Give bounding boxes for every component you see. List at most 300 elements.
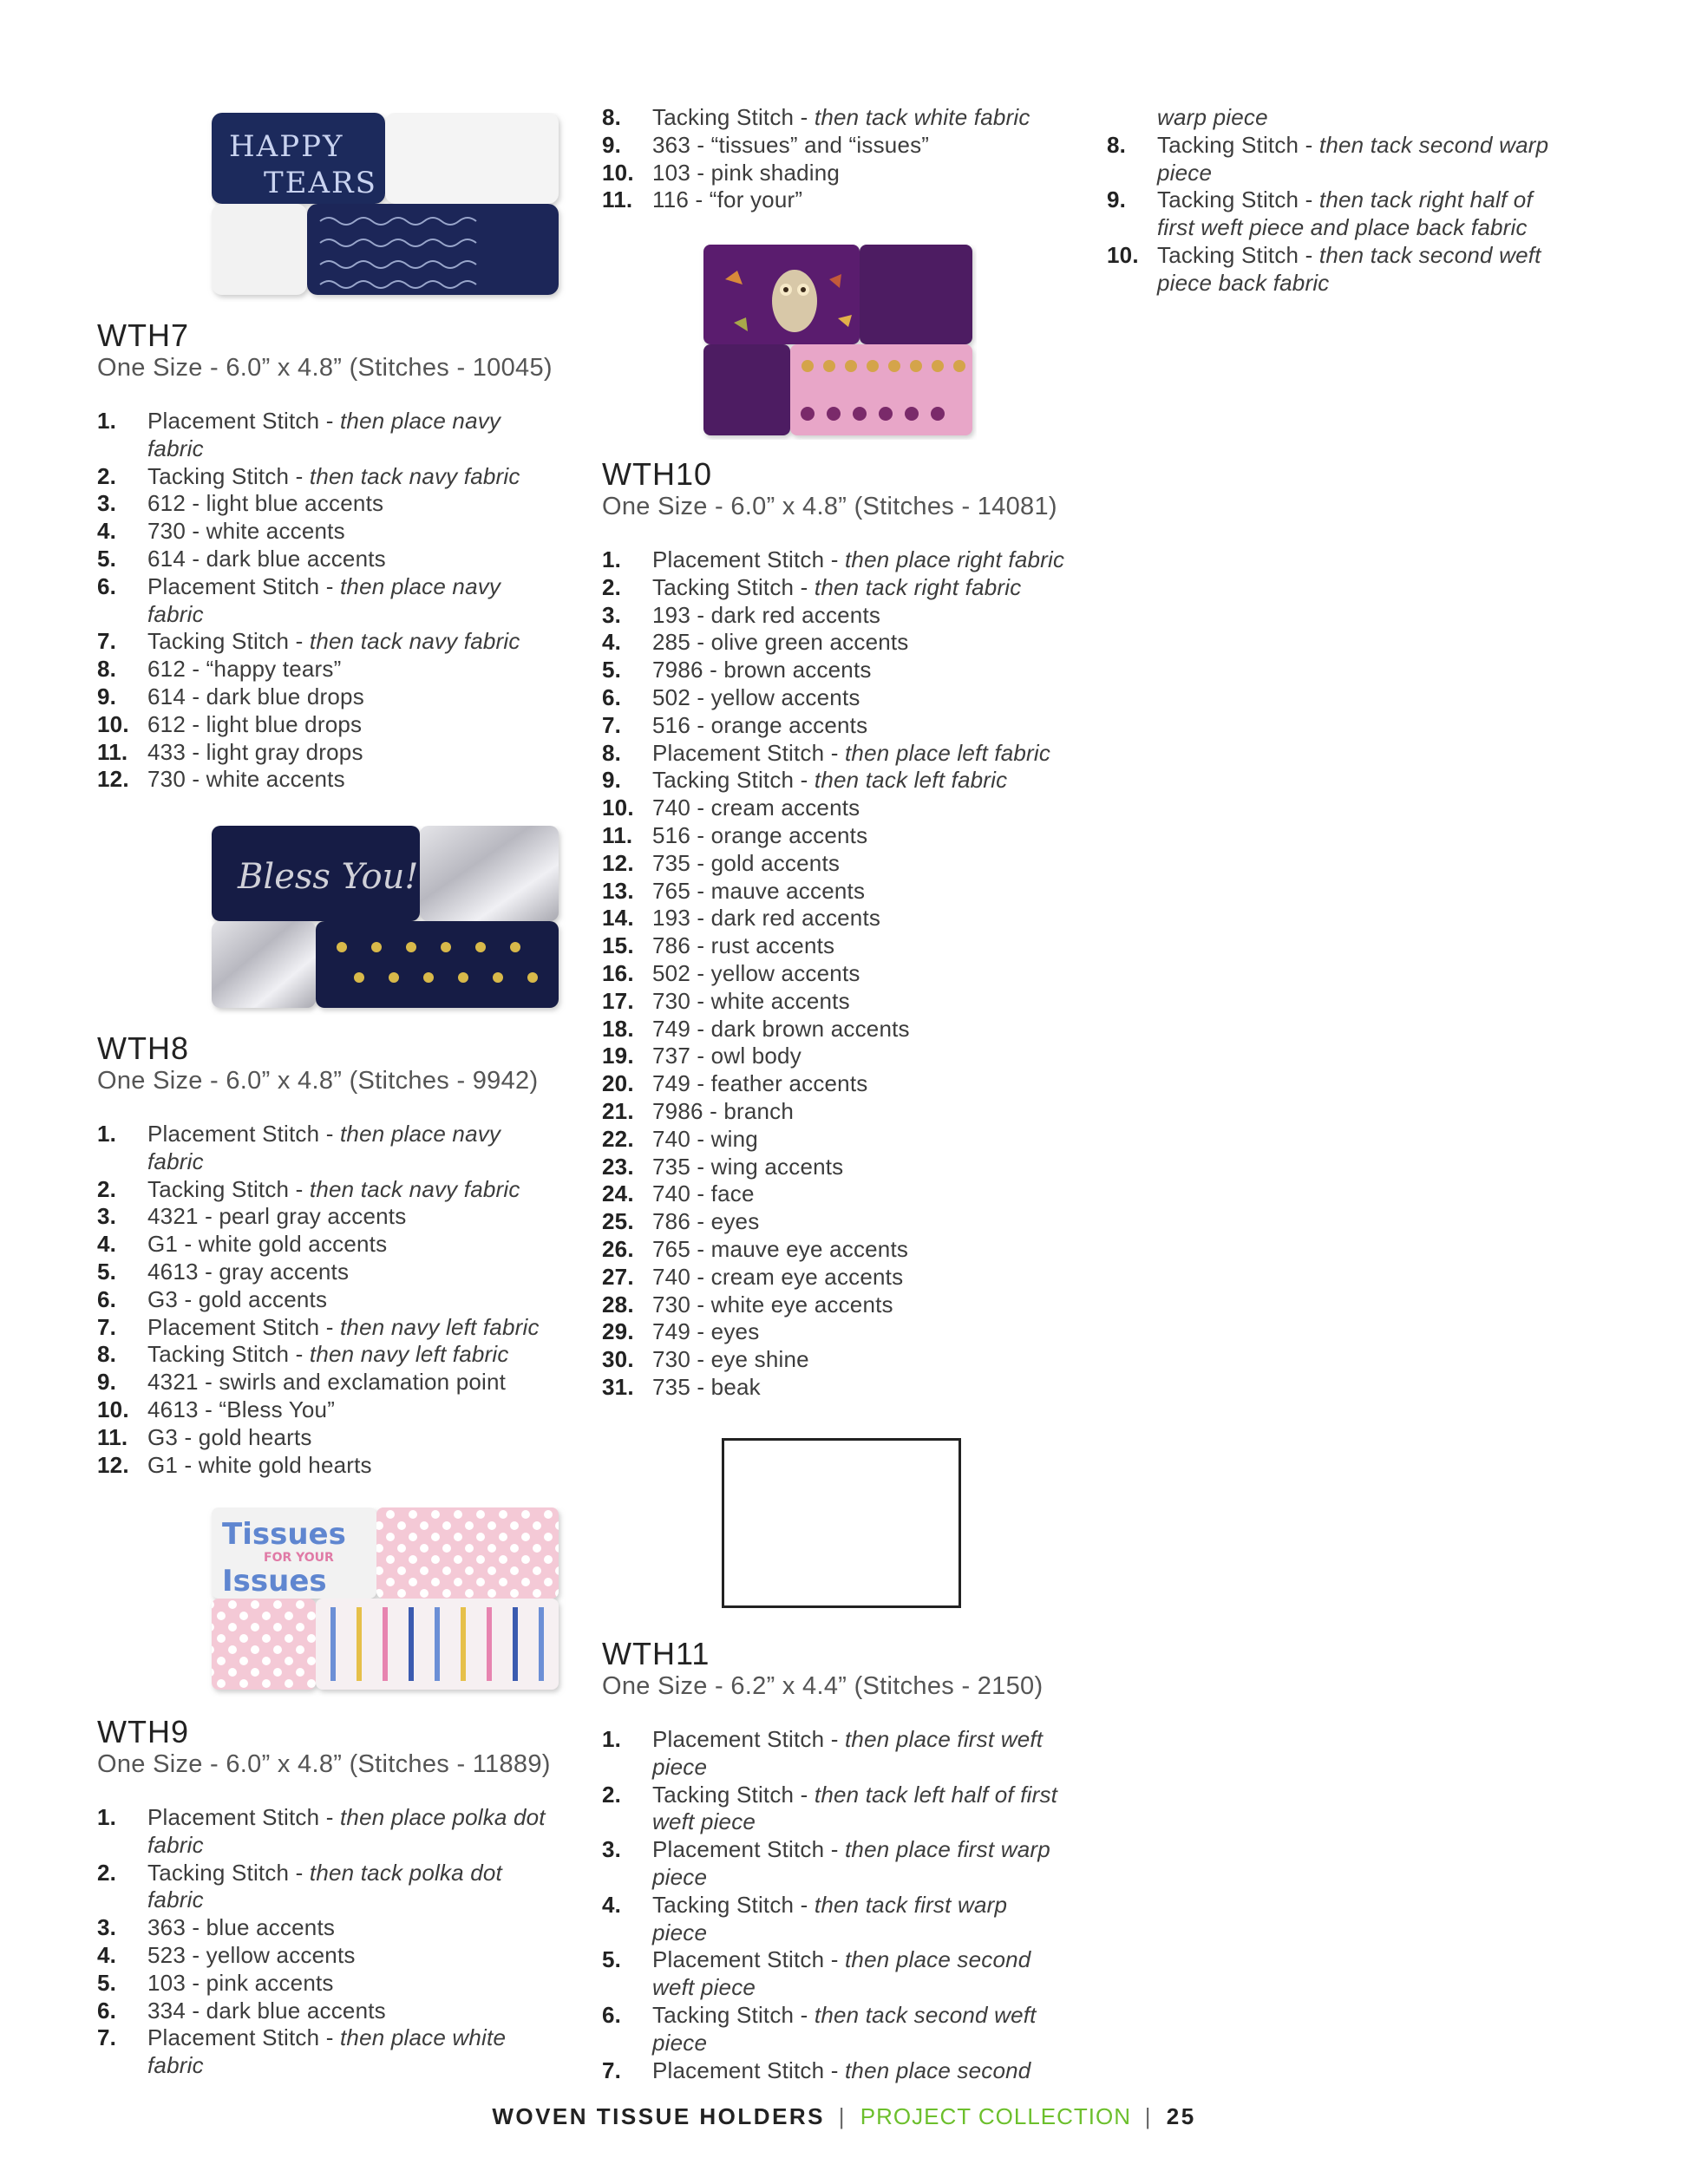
step-instruction: then place navy: [340, 1121, 501, 1147]
step-item: [602, 1726, 1088, 1782]
step-text: 735 - wing accents: [652, 1153, 844, 1180]
step-text: 786 - rust accents: [652, 932, 835, 959]
footer-collection: PROJECT COLLECTION: [860, 2103, 1132, 2129]
step-number: 7.: [602, 2056, 622, 2083]
step-number: 10.: [1107, 241, 1139, 268]
step-number: 1.: [97, 408, 117, 434]
page-footer: [0, 2103, 1688, 2130]
step-item: [97, 1424, 583, 1452]
step-item: [1107, 242, 1593, 298]
step-text: 193 - dark red accents: [652, 905, 881, 932]
step-instruction: then tack first warp: [814, 1891, 1008, 1918]
step-item: [602, 960, 1088, 988]
step-instruction-continued: fabric: [147, 1831, 204, 1858]
step-instruction-continued: piece: [1157, 159, 1213, 186]
step-instruction-continued: piece: [652, 1919, 708, 1945]
step-text: 730 - eye shine: [652, 1346, 809, 1373]
wth7-code: WTH7: [97, 317, 189, 353]
step-number: 3.: [602, 1836, 622, 1863]
step-item: [602, 574, 1088, 602]
step-text: 612 - light blue accents: [147, 490, 384, 517]
step-text: Placement Stitch -: [147, 2024, 340, 2051]
step-number: 4.: [97, 1941, 117, 1968]
step-item: [602, 1946, 1088, 2002]
step-text: 786 - eyes: [652, 1208, 760, 1235]
step-item: [1107, 132, 1593, 187]
step-text: 4321 - pearl gray accents: [147, 1203, 407, 1230]
step-text: 730 - white eye accents: [652, 1291, 893, 1318]
step-number: 3.: [97, 1203, 117, 1230]
step-number: 23.: [602, 1153, 634, 1180]
step-text: Tacking Stitch -: [147, 1341, 310, 1368]
step-item: [602, 822, 1088, 850]
step-number: 12.: [602, 849, 634, 876]
step-item: [97, 1942, 583, 1970]
step-text: 612 - “happy tears”: [147, 656, 342, 683]
step-item: [602, 1318, 1088, 1346]
footer-separator-2: |: [1144, 2103, 1154, 2129]
step-text: 193 - dark red accents: [652, 601, 881, 628]
step-item: [97, 1259, 583, 1286]
wth10-product-image: [699, 245, 977, 440]
step-number: 7.: [602, 711, 622, 738]
step-number: 8.: [97, 1341, 117, 1368]
wth7-steps-list: [97, 408, 583, 794]
step-number: 17.: [602, 987, 634, 1014]
step-text: 285 - olive green accents: [652, 629, 909, 656]
step-text: Tacking Stitch -: [652, 104, 815, 130]
step-item: [602, 878, 1088, 906]
step-number: 3.: [602, 601, 622, 628]
step-instruction-continued: first weft piece and place back fabric: [1157, 214, 1528, 241]
wth7-size: One Size - 6.0” x 4.8” (Stitches - 10045): [97, 354, 553, 382]
step-item: [602, 160, 1088, 187]
footer-brand: WOVEN TISSUE HOLDERS: [492, 2103, 826, 2129]
step-instruction: then place second: [845, 1946, 1031, 1973]
step-text: 740 - cream eye accents: [652, 1263, 904, 1290]
step-instruction: then tack white fabric: [814, 104, 1030, 130]
step-number: 20.: [602, 1070, 634, 1097]
step-item: [1107, 186, 1593, 242]
step-item: [602, 629, 1088, 657]
step-number: 2.: [602, 1781, 622, 1808]
step-item: [602, 712, 1088, 740]
step-instruction: then place right fabric: [845, 546, 1065, 572]
step-item: [97, 711, 583, 739]
step-item: [602, 1016, 1088, 1043]
step-item: [97, 739, 583, 767]
step-item: [602, 1070, 1088, 1098]
step-text: 730 - white accents: [147, 518, 345, 545]
step-text: Tacking Stitch -: [652, 2001, 815, 2028]
step-text: Placement Stitch -: [147, 1121, 340, 1147]
step-text: 614 - dark blue accents: [147, 545, 386, 572]
step-number: 19.: [602, 1043, 634, 1069]
step-number: 12.: [97, 1451, 129, 1478]
step-number: 4.: [97, 1231, 117, 1258]
step-item: [602, 988, 1088, 1016]
step-text: 735 - beak: [652, 1373, 761, 1400]
step-text: 7986 - brown accents: [652, 657, 872, 683]
step-item: [602, 602, 1088, 630]
step-text: Tacking Stitch -: [147, 462, 310, 489]
step-item: [97, 2024, 583, 2080]
step-number: 1.: [97, 1804, 117, 1830]
wth7-image-word-2: TEARS: [264, 166, 377, 200]
step-number: 9.: [1107, 186, 1127, 213]
wth11-steps-continued: [1107, 104, 1593, 298]
step-text: G1 - white gold hearts: [147, 1451, 372, 1478]
step-text: 502 - yellow accents: [652, 959, 860, 986]
wth10-steps-list: [602, 546, 1088, 1402]
step-text: 749 - eyes: [652, 1318, 760, 1345]
step-item: [97, 766, 583, 794]
step-instruction-continued: fabric: [147, 435, 204, 461]
wth9-steps-list: [97, 1804, 583, 2080]
step-item: [97, 1804, 583, 1860]
step-number: 21.: [602, 1097, 634, 1124]
step-text: Placement Stitch -: [652, 1946, 845, 1973]
step-item: [602, 1892, 1088, 1947]
step-text: Placement Stitch -: [147, 1313, 340, 1340]
step-text: 7986 - branch: [652, 1097, 795, 1124]
step-number: 7.: [97, 2024, 117, 2051]
step-text: G1 - white gold accents: [147, 1231, 388, 1258]
step-instruction: then navy left fabric: [309, 1341, 509, 1368]
step-item: [97, 490, 583, 518]
step-text: 749 - dark brown accents: [652, 1015, 910, 1042]
wth9-image-word-1: Tissues: [222, 1517, 346, 1552]
step-text: 765 - mauve accents: [652, 877, 866, 904]
step-item: [602, 1098, 1088, 1126]
step-item: [97, 628, 583, 656]
step-instruction: then place second: [845, 2056, 1031, 2083]
step-instruction: then tack right fabric: [814, 573, 1022, 600]
step-text: Tacking Stitch -: [147, 1859, 310, 1886]
step-number: 29.: [602, 1318, 634, 1345]
step-number: 7.: [97, 628, 117, 655]
wth11-steps-list: [602, 1726, 1088, 2084]
step-text: 614 - dark blue drops: [147, 683, 364, 709]
step-instruction: then tack navy fabric: [309, 462, 520, 489]
step-text: Placement Stitch -: [652, 546, 845, 572]
wth11-product-image-frame: [722, 1438, 961, 1608]
step-item: [602, 1208, 1088, 1236]
step-item: [97, 1998, 583, 2025]
step-item: [97, 1369, 583, 1396]
wth9-image-word-3: Issues: [222, 1564, 327, 1599]
step-instruction: then place navy: [340, 408, 501, 434]
step-item: [602, 186, 1088, 214]
step-text: Tacking Stitch -: [1157, 241, 1319, 268]
step-text: Placement Stitch -: [147, 408, 340, 434]
step-item: [602, 1236, 1088, 1264]
step-item: [97, 1452, 583, 1480]
step-item: [602, 740, 1088, 768]
step-item: [602, 1126, 1088, 1154]
step-item: [602, 104, 1088, 132]
step-item: [602, 546, 1088, 574]
wth9-steps-continued: [602, 104, 1088, 214]
footer-separator-1: |: [838, 2103, 847, 2129]
step-item: [602, 1264, 1088, 1291]
step-number: 4.: [97, 518, 117, 545]
wth9-size: One Size - 6.0” x 4.8” (Stitches - 11889): [97, 1750, 551, 1778]
step-item: [97, 1970, 583, 1998]
step-text: Tacking Stitch -: [147, 1175, 310, 1202]
page-number: 25: [1166, 2103, 1196, 2129]
step-instruction-continued: weft piece: [652, 1808, 756, 1835]
step-number: 28.: [602, 1291, 634, 1318]
step-text: 363 - “tissues” and “issues”: [652, 131, 930, 158]
step-number: 8.: [602, 104, 622, 130]
wth7-image-word-1: HAPPY: [229, 129, 344, 164]
step-number: 2.: [97, 1859, 117, 1886]
step-text: 612 - light blue drops: [147, 710, 363, 737]
step-instruction-continued: fabric: [147, 1148, 204, 1174]
step-number: 6.: [602, 683, 622, 710]
step-number: 18.: [602, 1015, 634, 1042]
step-number: 6.: [97, 572, 117, 599]
step-text: Tacking Stitch -: [652, 1891, 815, 1918]
step-text: 740 - face: [652, 1180, 755, 1207]
step-item: [602, 2057, 1088, 2085]
step-number: 8.: [1107, 131, 1127, 158]
step-number: 25.: [602, 1208, 634, 1235]
step-instruction: then tack second warp: [1318, 131, 1549, 158]
step-text: 730 - white accents: [147, 766, 345, 793]
step-text: 363 - blue accents: [147, 1914, 336, 1941]
step-item: [97, 463, 583, 491]
step-instruction: then place left fabric: [845, 739, 1051, 766]
step-instruction: then place polka dot: [340, 1804, 546, 1830]
step-item: [602, 1782, 1088, 1837]
step-item: [602, 1374, 1088, 1402]
step-text: 765 - mauve eye accents: [652, 1235, 909, 1262]
step-number: 11.: [602, 821, 633, 848]
step-text: 516 - orange accents: [652, 821, 868, 848]
step-number: 10.: [602, 794, 634, 821]
step-instruction: then place first warp: [845, 1836, 1050, 1863]
step-text: Tacking Stitch -: [147, 628, 310, 655]
step-instruction-continued: piece back fabric: [1157, 269, 1330, 296]
step-instruction: then place white: [340, 2024, 507, 2051]
step-item: [97, 546, 583, 573]
step-number: 24.: [602, 1180, 634, 1207]
step-number: 16.: [602, 959, 634, 986]
step-instruction: then place navy: [340, 572, 501, 599]
step-number: 11.: [602, 186, 633, 213]
step-text: 433 - light gray drops: [147, 738, 363, 765]
wth8-steps-list: [97, 1121, 583, 1479]
step-item: [602, 1836, 1088, 1892]
step-text: 4613 - gray accents: [147, 1258, 350, 1285]
step-text: 737 - owl body: [652, 1043, 801, 1069]
step-text: Placement Stitch -: [652, 739, 845, 766]
step-number: 6.: [602, 2001, 622, 2028]
wth10-code: WTH10: [602, 456, 713, 492]
step-item: [602, 932, 1088, 960]
step-item: [97, 1121, 583, 1176]
step-item: [97, 1396, 583, 1424]
step-number: 2.: [97, 1175, 117, 1202]
step-number: 6.: [97, 1997, 117, 2024]
step-number: 22.: [602, 1125, 634, 1152]
step-number: 1.: [602, 546, 622, 572]
step-number: 15.: [602, 932, 634, 959]
step-item: [97, 1176, 583, 1204]
step-number: 12.: [97, 766, 129, 793]
step-text: Placement Stitch -: [147, 572, 340, 599]
step-text: 740 - cream accents: [652, 794, 860, 821]
step-text: 523 - yellow accents: [147, 1941, 356, 1968]
step-item: [602, 657, 1088, 684]
step-text: Placement Stitch -: [652, 1726, 845, 1752]
step-number: 13.: [602, 877, 634, 904]
step-instruction-continued: piece: [652, 2029, 708, 2056]
step-number: 10.: [602, 159, 634, 186]
step-number: 1.: [602, 1726, 622, 1752]
step-number: 1.: [97, 1121, 117, 1147]
step-number: 4.: [602, 1891, 622, 1918]
step-instruction-continued: piece: [652, 1753, 708, 1780]
step-item: [602, 794, 1088, 822]
wth7-product-image: [203, 113, 567, 302]
step-number: 8.: [97, 656, 117, 683]
step-text: 334 - dark blue accents: [147, 1997, 386, 2024]
step-instruction: then place first weft: [845, 1726, 1044, 1752]
wth8-size: One Size - 6.0” x 4.8” (Stitches - 9942): [97, 1067, 539, 1095]
step-number: 2.: [97, 462, 117, 489]
wth11-size: One Size - 6.2” x 4.4” (Stitches - 2150): [602, 1672, 1044, 1700]
step-number: 3.: [97, 1914, 117, 1941]
wth9-image-word-2: FOR YOUR: [264, 1551, 334, 1565]
step-item: [602, 1154, 1088, 1181]
step-item: [97, 656, 583, 683]
step-text: 735 - gold accents: [652, 849, 841, 876]
step-instruction: then tack polka dot: [309, 1859, 502, 1886]
step-item: [602, 2002, 1088, 2057]
step-number: 9.: [602, 131, 622, 158]
step-number: 5.: [97, 1258, 117, 1285]
step-item: [97, 408, 583, 463]
step-item: [602, 684, 1088, 712]
step-number: 3.: [97, 490, 117, 517]
step-number: 27.: [602, 1263, 634, 1290]
step-number: 6.: [97, 1285, 117, 1312]
step-text: G3 - gold accents: [147, 1285, 328, 1312]
step-number: 10.: [97, 1396, 129, 1422]
step-instruction-continued: weft piece: [652, 1974, 756, 2001]
step-text: 730 - white accents: [652, 987, 850, 1014]
step-text: Placement Stitch -: [652, 1836, 845, 1863]
step-number: 2.: [602, 573, 622, 600]
step-instruction: then tack navy fabric: [309, 1175, 520, 1202]
step-text: 4321 - swirls and exclamation point: [147, 1369, 507, 1396]
step-item: [602, 1291, 1088, 1319]
step-text: 4613 - “Bless You”: [147, 1396, 336, 1422]
step-item: [97, 573, 583, 629]
step-number: 10.: [97, 710, 129, 737]
step-instruction-continued: fabric: [147, 1886, 204, 1913]
step-text: Tacking Stitch -: [1157, 131, 1319, 158]
step-item: [97, 1914, 583, 1942]
step-text: Tacking Stitch -: [652, 1781, 815, 1808]
step-item: [97, 1860, 583, 1915]
step-number: 9.: [97, 683, 117, 709]
step-item: [602, 850, 1088, 878]
step-instruction: then navy left fabric: [340, 1313, 540, 1340]
step-number: 5.: [97, 545, 117, 572]
step-instruction: then tack right half of: [1318, 186, 1533, 213]
step-text: 103 - pink accents: [147, 1969, 334, 1996]
step-item: [602, 132, 1088, 160]
step-item: [97, 1286, 583, 1314]
step-number: 8.: [602, 739, 622, 766]
step-item: [602, 1043, 1088, 1070]
wth9-code: WTH9: [97, 1714, 189, 1749]
step-item: [97, 1314, 583, 1342]
step-text: 740 - wing: [652, 1125, 758, 1152]
step-instruction-continued: piece: [652, 1863, 708, 1890]
step-text: Tacking Stitch -: [1157, 186, 1319, 213]
wth11-code: WTH11: [602, 1636, 710, 1671]
step-number: 7.: [97, 1313, 117, 1340]
step-item: [602, 1346, 1088, 1374]
step-item: [97, 518, 583, 546]
step-number: 5.: [602, 657, 622, 683]
step-item: [97, 1341, 583, 1369]
step-text: 116 - “for your”: [652, 186, 803, 213]
wth8-product-image: [203, 826, 567, 1015]
step-text: Placement Stitch -: [652, 2056, 845, 2083]
step-instruction-continued: fabric: [147, 2052, 204, 2079]
step-instruction: then tack navy fabric: [309, 628, 520, 655]
step-instruction: warp piece: [1157, 104, 1268, 130]
step-number: 5.: [602, 1946, 622, 1973]
wth8-image-text: Bless You!: [238, 857, 419, 897]
step-text: G3 - gold hearts: [147, 1423, 312, 1450]
step-number: 31.: [602, 1373, 634, 1400]
step-text: 103 - pink shading: [652, 159, 841, 186]
step-text: Tacking Stitch -: [652, 573, 815, 600]
step-number: 26.: [602, 1235, 634, 1262]
step-text: Placement Stitch -: [147, 1804, 340, 1830]
step-text: 749 - feather accents: [652, 1070, 868, 1097]
step-item: [602, 767, 1088, 794]
step-text: 502 - yellow accents: [652, 683, 860, 710]
step-item: [97, 1203, 583, 1231]
wth8-code: WTH8: [97, 1030, 189, 1066]
step-number: 11.: [97, 1423, 128, 1450]
step-number: 5.: [97, 1969, 117, 1996]
step-number: 11.: [97, 738, 128, 765]
step-number: 30.: [602, 1346, 634, 1373]
step-instruction-continued: fabric: [147, 600, 204, 627]
step-item: [1107, 104, 1593, 132]
step-instruction: then tack left fabric: [814, 767, 1008, 794]
step-instruction: then tack left half of first: [814, 1781, 1058, 1808]
step-number: 14.: [602, 905, 634, 932]
step-number: 4.: [602, 629, 622, 656]
step-text: 516 - orange accents: [652, 711, 868, 738]
step-item: [602, 905, 1088, 932]
step-number: 9.: [97, 1369, 117, 1396]
step-instruction: then tack second weft: [1318, 241, 1541, 268]
wth10-size: One Size - 6.0” x 4.8” (Stitches - 14081): [602, 493, 1057, 520]
step-item: [602, 1180, 1088, 1208]
step-text: Tacking Stitch -: [652, 767, 815, 794]
